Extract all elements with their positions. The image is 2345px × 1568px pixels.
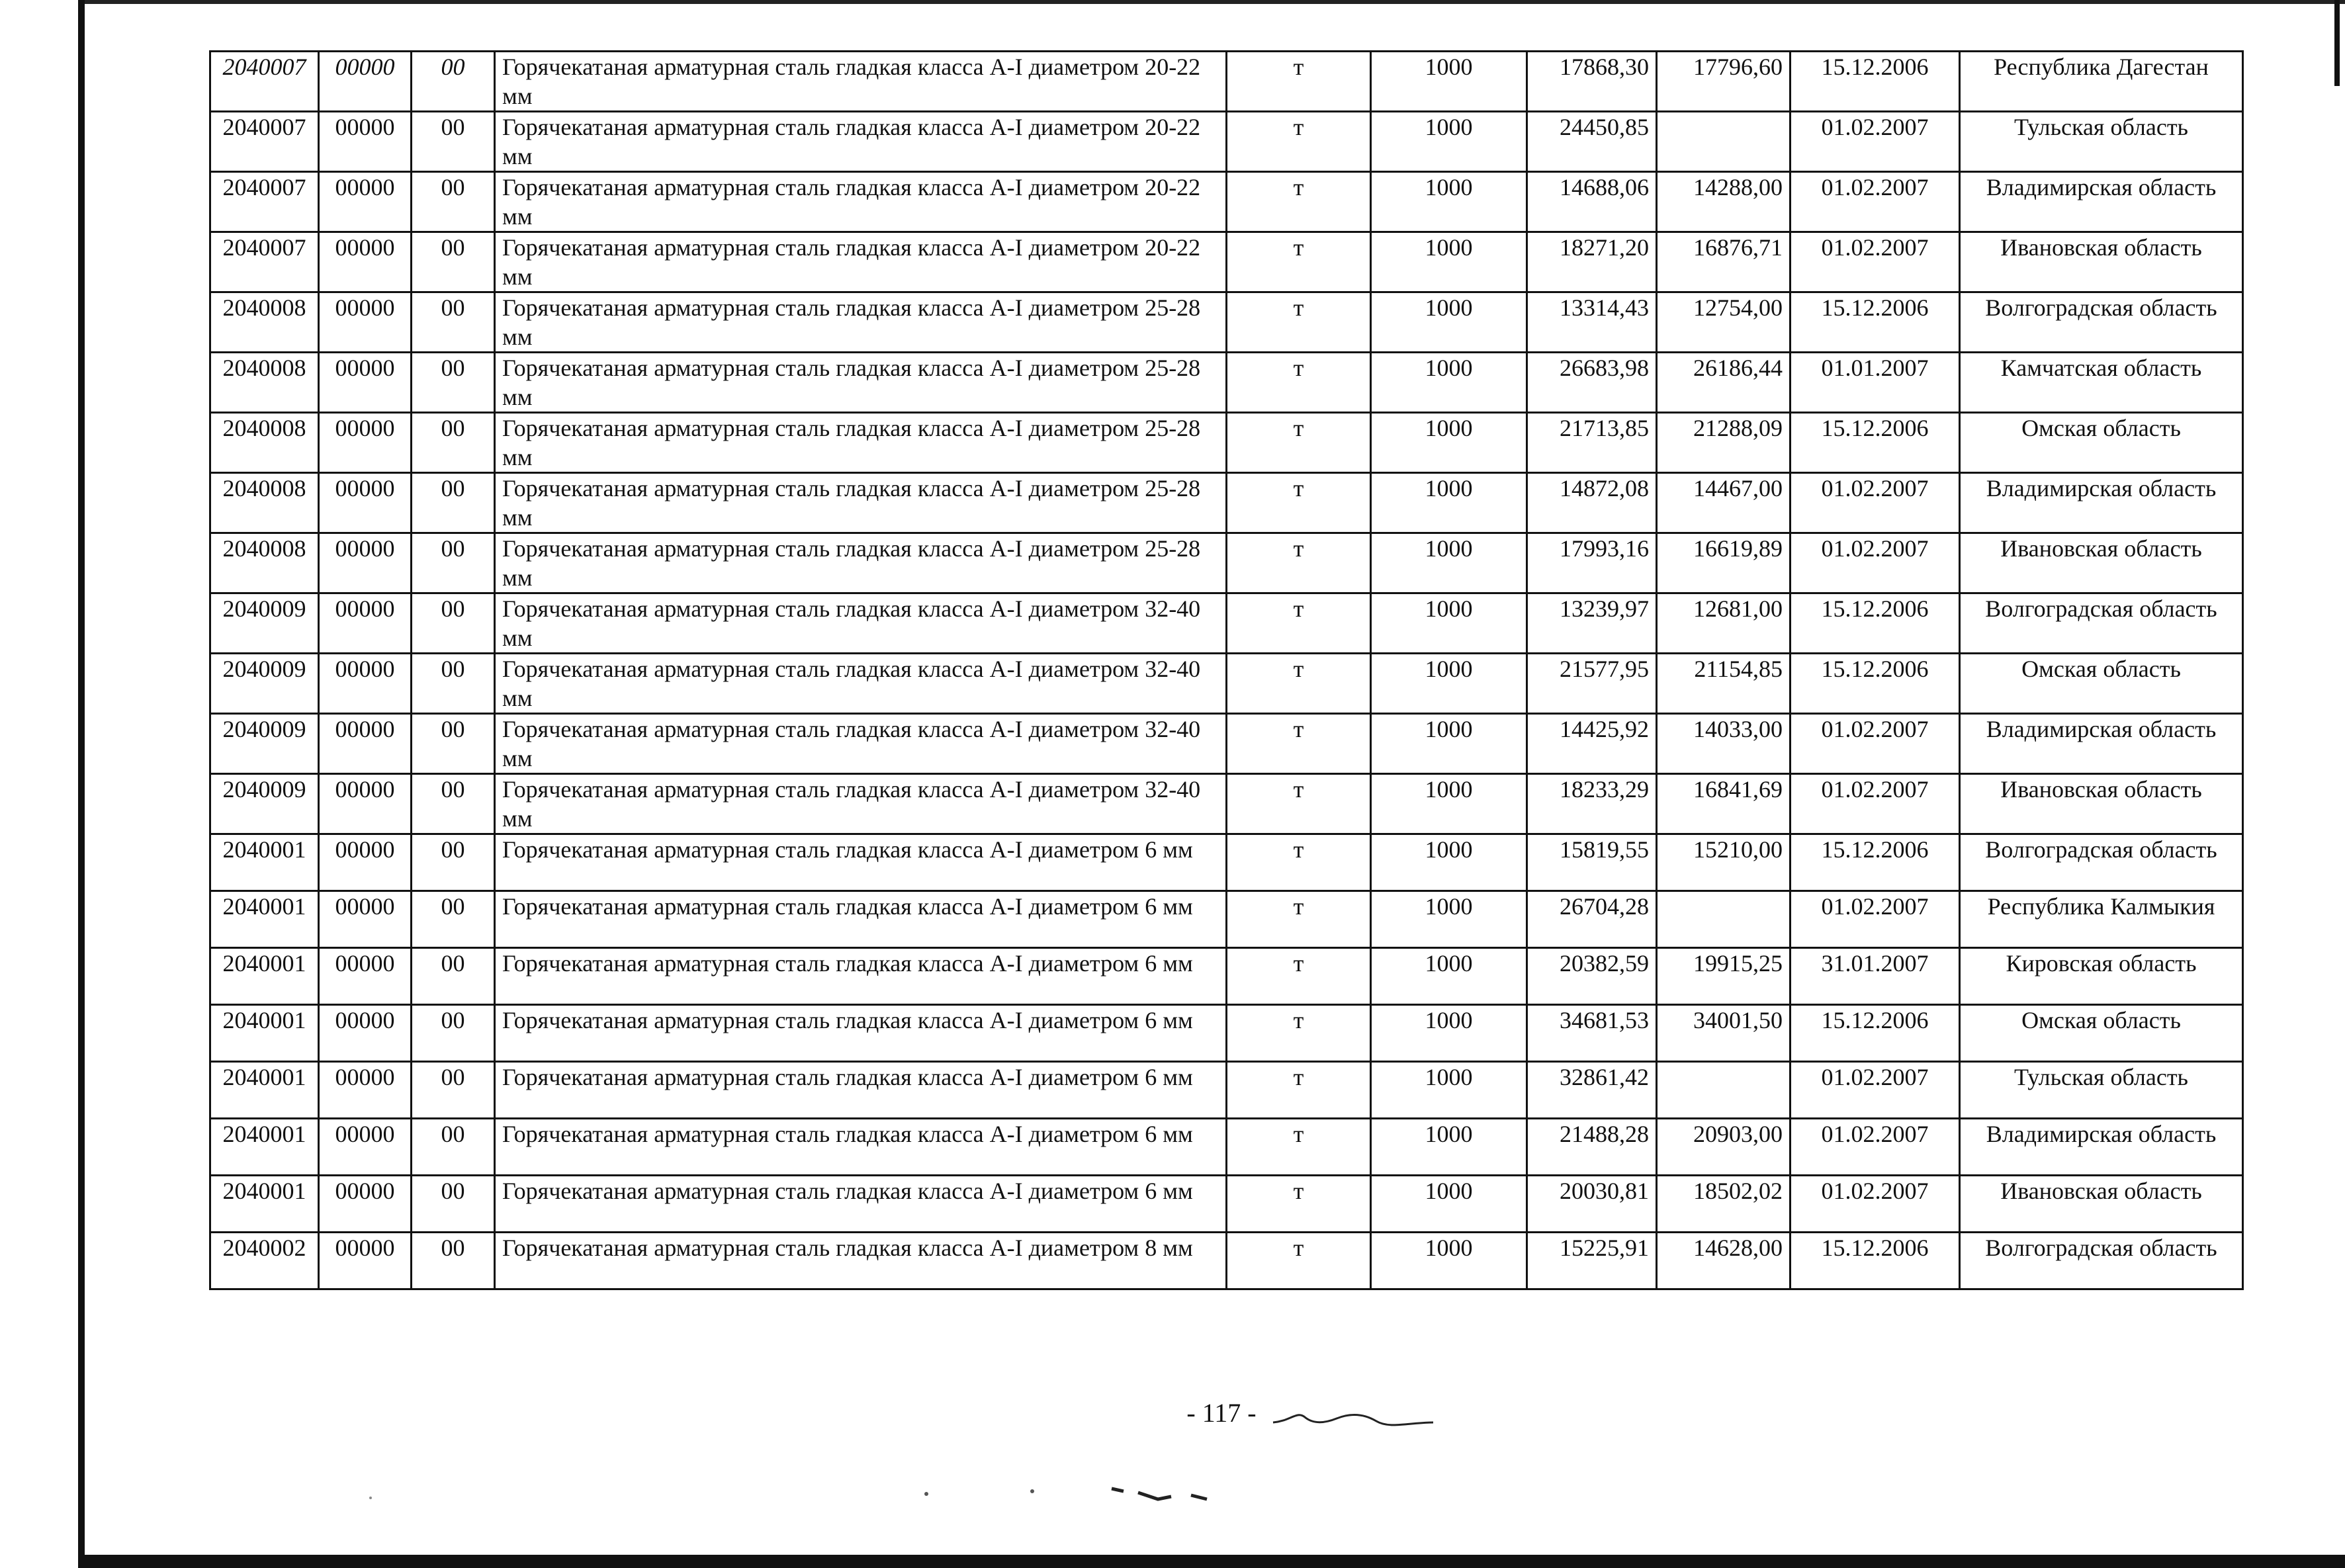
- price-without-vat: 34001,50: [1657, 1005, 1791, 1062]
- item-subcode: 00000: [319, 654, 412, 714]
- price-date: 01.02.2007: [1791, 1062, 1960, 1119]
- item-code: 2040008: [210, 413, 319, 473]
- price-without-vat: [1657, 891, 1791, 948]
- price-date: 01.02.2007: [1791, 714, 1960, 774]
- price-with-vat: 21577,95: [1527, 654, 1657, 714]
- price-without-vat: 14628,00: [1657, 1233, 1791, 1289]
- region-name: Ивановская область: [1960, 533, 2243, 593]
- table-row: [210, 1176, 2243, 1233]
- table-row: [210, 654, 2243, 714]
- price-date: 01.01.2007: [1791, 353, 1960, 413]
- item-code: 2040009: [210, 714, 319, 774]
- price-date: 15.12.2006: [1791, 593, 1960, 654]
- price-date: 15.12.2006: [1791, 654, 1960, 714]
- quantity: 1000: [1371, 714, 1527, 774]
- unit-of-measure: т: [1227, 593, 1371, 654]
- item-subcode-2: 00: [412, 52, 495, 112]
- price-without-vat: 16876,71: [1657, 232, 1791, 292]
- unit-of-measure: т: [1227, 1005, 1371, 1062]
- price-with-vat: 14688,06: [1527, 172, 1657, 232]
- region-name: Ивановская область: [1960, 774, 2243, 834]
- item-description: Горячекатаная арматурная сталь гладкая класса А-I диаметром 20-22 мм: [495, 172, 1227, 232]
- price-date: 01.02.2007: [1791, 774, 1960, 834]
- price-with-vat: 32861,42: [1527, 1062, 1657, 1119]
- quantity: 1000: [1371, 473, 1527, 533]
- item-description: Горячекатаная арматурная сталь гладкая класса А-I диаметром 20-22 мм: [495, 52, 1227, 112]
- table-row: [210, 891, 2243, 948]
- quantity: 1000: [1371, 413, 1527, 473]
- item-description: Горячекатаная арматурная сталь гладкая класса А-I диаметром 32-40 мм: [495, 654, 1227, 714]
- price-with-vat: 18271,20: [1527, 232, 1657, 292]
- item-subcode-2: 00: [412, 774, 495, 834]
- region-name: Омская область: [1960, 1005, 2243, 1062]
- item-subcode: 00000: [319, 112, 412, 172]
- item-subcode-2: 00: [412, 172, 495, 232]
- price-date: 01.02.2007: [1791, 232, 1960, 292]
- item-description: Горячекатаная арматурная сталь гладкая класса А-I диаметром 6 мм: [495, 1062, 1227, 1119]
- price-with-vat: 14425,92: [1527, 714, 1657, 774]
- item-subcode: 00000: [319, 413, 412, 473]
- quantity: 1000: [1371, 948, 1527, 1005]
- table-row: [210, 353, 2243, 413]
- item-subcode: 00000: [319, 353, 412, 413]
- unit-of-measure: т: [1227, 834, 1371, 891]
- item-subcode-2: 00: [412, 891, 495, 948]
- table-row: [210, 413, 2243, 473]
- table-row: [210, 1062, 2243, 1119]
- item-code: 2040001: [210, 948, 319, 1005]
- region-name: Волгоградская область: [1960, 593, 2243, 654]
- quantity: 1000: [1371, 292, 1527, 353]
- item-code: 2040007: [210, 232, 319, 292]
- table-row: [210, 232, 2243, 292]
- price-with-vat: 20030,81: [1527, 1176, 1657, 1233]
- region-name: Владимирская область: [1960, 1119, 2243, 1176]
- item-subcode-2: 00: [412, 533, 495, 593]
- region-name: Кировская область: [1960, 948, 2243, 1005]
- price-with-vat: 26683,98: [1527, 353, 1657, 413]
- unit-of-measure: т: [1227, 1119, 1371, 1176]
- table-row: [210, 1119, 2243, 1176]
- item-subcode-2: 00: [412, 1062, 495, 1119]
- price-date: 01.02.2007: [1791, 891, 1960, 948]
- item-description: Горячекатаная арматурная сталь гладкая класса А-I диаметром 32-40 мм: [495, 774, 1227, 834]
- item-description: Горячекатаная арматурная сталь гладкая класса А-I диаметром 6 мм: [495, 1119, 1227, 1176]
- item-code: 2040008: [210, 292, 319, 353]
- signature-scribble: [1270, 1408, 1436, 1426]
- item-code: 2040007: [210, 172, 319, 232]
- item-subcode: 00000: [319, 834, 412, 891]
- item-subcode-2: 00: [412, 834, 495, 891]
- region-name: Владимирская область: [1960, 172, 2243, 232]
- quantity: 1000: [1371, 52, 1527, 112]
- item-code: 2040007: [210, 112, 319, 172]
- price-date: 15.12.2006: [1791, 1005, 1960, 1062]
- item-description: Горячекатаная арматурная сталь гладкая класса А-I диаметром 25-28 мм: [495, 533, 1227, 593]
- item-subcode-2: 00: [412, 413, 495, 473]
- price-with-vat: 15225,91: [1527, 1233, 1657, 1289]
- price-date: 01.02.2007: [1791, 1176, 1960, 1233]
- item-description: Горячекатаная арматурная сталь гладкая класса А-I диаметром 6 мм: [495, 1176, 1227, 1233]
- item-subcode: 00000: [319, 1119, 412, 1176]
- price-with-vat: 21488,28: [1527, 1119, 1657, 1176]
- price-without-vat: 17796,60: [1657, 52, 1791, 112]
- item-subcode-2: 00: [412, 112, 495, 172]
- table-row: [210, 473, 2243, 533]
- price-date: 15.12.2006: [1791, 413, 1960, 473]
- unit-of-measure: т: [1227, 413, 1371, 473]
- item-subcode-2: 00: [412, 1233, 495, 1289]
- quantity: 1000: [1371, 891, 1527, 948]
- price-with-vat: 18233,29: [1527, 774, 1657, 834]
- region-name: Владимирская область: [1960, 473, 2243, 533]
- price-without-vat: 15210,00: [1657, 834, 1791, 891]
- price-without-vat: 14033,00: [1657, 714, 1791, 774]
- item-subcode: 00000: [319, 1005, 412, 1062]
- item-code: 2040001: [210, 1005, 319, 1062]
- unit-of-measure: т: [1227, 1233, 1371, 1289]
- price-without-vat: 16841,69: [1657, 774, 1791, 834]
- price-date: 15.12.2006: [1791, 1233, 1960, 1289]
- item-description: Горячекатаная арматурная сталь гладкая класса А-I диаметром 25-28 мм: [495, 292, 1227, 353]
- price-with-vat: 21713,85: [1527, 413, 1657, 473]
- unit-of-measure: т: [1227, 1062, 1371, 1119]
- item-subcode: 00000: [319, 1233, 412, 1289]
- unit-of-measure: т: [1227, 353, 1371, 413]
- region-name: Волгоградская область: [1960, 834, 2243, 891]
- unit-of-measure: т: [1227, 52, 1371, 112]
- price-date: 01.02.2007: [1791, 473, 1960, 533]
- price-date: 01.02.2007: [1791, 1119, 1960, 1176]
- price-without-vat: 16619,89: [1657, 533, 1791, 593]
- unit-of-measure: т: [1227, 774, 1371, 834]
- price-with-vat: 13314,43: [1527, 292, 1657, 353]
- price-without-vat: 18502,02: [1657, 1176, 1791, 1233]
- region-name: Ивановская область: [1960, 232, 2243, 292]
- unit-of-measure: т: [1227, 533, 1371, 593]
- item-subcode: 00000: [319, 172, 412, 232]
- table-row: [210, 1005, 2243, 1062]
- item-subcode-2: 00: [412, 353, 495, 413]
- table-row: [210, 834, 2243, 891]
- price-table: [209, 50, 2244, 1290]
- item-code: 2040009: [210, 593, 319, 654]
- price-without-vat: 12754,00: [1657, 292, 1791, 353]
- unit-of-measure: т: [1227, 112, 1371, 172]
- unit-of-measure: т: [1227, 1176, 1371, 1233]
- table-row: [210, 1233, 2243, 1289]
- price-with-vat: 17993,16: [1527, 533, 1657, 593]
- item-subcode: 00000: [319, 52, 412, 112]
- price-date: 15.12.2006: [1791, 52, 1960, 112]
- region-name: Волгоградская область: [1960, 292, 2243, 353]
- table-row: [210, 112, 2243, 172]
- item-subcode: 00000: [319, 774, 412, 834]
- item-subcode: 00000: [319, 473, 412, 533]
- item-description: Горячекатаная арматурная сталь гладкая класса А-I диаметром 32-40 мм: [495, 714, 1227, 774]
- quantity: 1000: [1371, 593, 1527, 654]
- item-code: 2040008: [210, 533, 319, 593]
- price-without-vat: 12681,00: [1657, 593, 1791, 654]
- item-code: 2040001: [210, 891, 319, 948]
- price-with-vat: 24450,85: [1527, 112, 1657, 172]
- price-date: 31.01.2007: [1791, 948, 1960, 1005]
- table-row: [210, 774, 2243, 834]
- item-description: Горячекатаная арматурная сталь гладкая класса А-I диаметром 20-22 мм: [495, 112, 1227, 172]
- table-row: [210, 292, 2243, 353]
- region-name: Камчатская область: [1960, 353, 2243, 413]
- item-subcode: 00000: [319, 714, 412, 774]
- item-description: Горячекатаная арматурная сталь гладкая класса А-I диаметром 25-28 мм: [495, 353, 1227, 413]
- item-description: Горячекатаная арматурная сталь гладкая класса А-I диаметром 20-22 мм: [495, 232, 1227, 292]
- region-name: Республика Дагестан: [1960, 52, 2243, 112]
- item-code: 2040001: [210, 1119, 319, 1176]
- item-description: Горячекатаная арматурная сталь гладкая класса А-I диаметром 25-28 мм: [495, 413, 1227, 473]
- region-name: Тульская область: [1960, 1062, 2243, 1119]
- region-name: Омская область: [1960, 654, 2243, 714]
- quantity: 1000: [1371, 1062, 1527, 1119]
- item-subcode: 00000: [319, 1176, 412, 1233]
- quantity: 1000: [1371, 654, 1527, 714]
- table-row: [210, 948, 2243, 1005]
- item-code: 2040002: [210, 1233, 319, 1289]
- item-subcode-2: 00: [412, 654, 495, 714]
- price-without-vat: 14288,00: [1657, 172, 1791, 232]
- item-subcode: 00000: [319, 891, 412, 948]
- scan-bottom-edge: [85, 1555, 2345, 1568]
- price-date: 01.02.2007: [1791, 533, 1960, 593]
- unit-of-measure: т: [1227, 473, 1371, 533]
- price-with-vat: 34681,53: [1527, 1005, 1657, 1062]
- item-subcode-2: 00: [412, 232, 495, 292]
- item-code: 2040001: [210, 1062, 319, 1119]
- item-subcode-2: 00: [412, 1176, 495, 1233]
- quantity: 1000: [1371, 232, 1527, 292]
- price-without-vat: 21154,85: [1657, 654, 1791, 714]
- quantity: 1000: [1371, 1176, 1527, 1233]
- item-subcode-2: 00: [412, 1005, 495, 1062]
- unit-of-measure: т: [1227, 232, 1371, 292]
- item-subcode: 00000: [319, 533, 412, 593]
- item-subcode: 00000: [319, 948, 412, 1005]
- unit-of-measure: т: [1227, 891, 1371, 948]
- price-date: 15.12.2006: [1791, 834, 1960, 891]
- price-without-vat: 21288,09: [1657, 413, 1791, 473]
- price-with-vat: 14872,08: [1527, 473, 1657, 533]
- price-without-vat: 26186,44: [1657, 353, 1791, 413]
- price-without-vat: 20903,00: [1657, 1119, 1791, 1176]
- region-name: Ивановская область: [1960, 1176, 2243, 1233]
- item-subcode-2: 00: [412, 292, 495, 353]
- region-name: Омская область: [1960, 413, 2243, 473]
- price-with-vat: 13239,97: [1527, 593, 1657, 654]
- price-with-vat: 20382,59: [1527, 948, 1657, 1005]
- quantity: 1000: [1371, 353, 1527, 413]
- item-subcode: 00000: [319, 1062, 412, 1119]
- quantity: 1000: [1371, 1119, 1527, 1176]
- table-row: [210, 714, 2243, 774]
- item-description: Горячекатаная арматурная сталь гладкая класса А-I диаметром 32-40 мм: [495, 593, 1227, 654]
- region-name: Республика Калмыкия: [1960, 891, 2243, 948]
- page-number: - 117 -: [1186, 1398, 1257, 1428]
- item-subcode-2: 00: [412, 473, 495, 533]
- item-subcode-2: 00: [412, 948, 495, 1005]
- quantity: 1000: [1371, 112, 1527, 172]
- item-code: 2040001: [210, 834, 319, 891]
- scan-top-edge: [85, 0, 2345, 15]
- item-code: 2040007: [210, 52, 319, 112]
- item-subcode-2: 00: [412, 593, 495, 654]
- item-description: Горячекатаная арматурная сталь гладкая класса А-I диаметром 6 мм: [495, 948, 1227, 1005]
- item-description: Горячекатаная арматурная сталь гладкая класса А-I диаметром 6 мм: [495, 834, 1227, 891]
- item-description: Горячекатаная арматурная сталь гладкая класса А-I диаметром 6 мм: [495, 891, 1227, 948]
- quantity: 1000: [1371, 774, 1527, 834]
- price-with-vat: 15819,55: [1527, 834, 1657, 891]
- price-table-body: [210, 52, 2243, 1289]
- unit-of-measure: т: [1227, 714, 1371, 774]
- price-without-vat: [1657, 112, 1791, 172]
- item-subcode-2: 00: [412, 714, 495, 774]
- price-date: 01.02.2007: [1791, 112, 1960, 172]
- quantity: 1000: [1371, 533, 1527, 593]
- item-subcode: 00000: [319, 232, 412, 292]
- item-subcode: 00000: [319, 292, 412, 353]
- item-description: Горячекатаная арматурная сталь гладкая класса А-I диаметром 25-28 мм: [495, 473, 1227, 533]
- item-description: Горячекатаная арматурная сталь гладкая класса А-I диаметром 6 мм: [495, 1005, 1227, 1062]
- price-without-vat: [1657, 1062, 1791, 1119]
- quantity: 1000: [1371, 1005, 1527, 1062]
- unit-of-measure: т: [1227, 172, 1371, 232]
- scan-artifacts: [199, 1475, 2051, 1515]
- item-description: Горячекатаная арматурная сталь гладкая класса А-I диаметром 8 мм: [495, 1233, 1227, 1289]
- quantity: 1000: [1371, 834, 1527, 891]
- price-with-vat: 26704,28: [1527, 891, 1657, 948]
- price-date: 01.02.2007: [1791, 172, 1960, 232]
- item-code: 2040008: [210, 473, 319, 533]
- price-date: 15.12.2006: [1791, 292, 1960, 353]
- item-code: 2040008: [210, 353, 319, 413]
- table-row: [210, 52, 2243, 112]
- item-code: 2040009: [210, 774, 319, 834]
- region-name: Тульская область: [1960, 112, 2243, 172]
- item-subcode-2: 00: [412, 1119, 495, 1176]
- price-without-vat: 14467,00: [1657, 473, 1791, 533]
- item-subcode: 00000: [319, 593, 412, 654]
- price-without-vat: 19915,25: [1657, 948, 1791, 1005]
- unit-of-measure: т: [1227, 292, 1371, 353]
- unit-of-measure: т: [1227, 948, 1371, 1005]
- price-with-vat: 17868,30: [1527, 52, 1657, 112]
- quantity: 1000: [1371, 172, 1527, 232]
- region-name: Владимирская область: [1960, 714, 2243, 774]
- table-row: [210, 593, 2243, 654]
- item-code: 2040009: [210, 654, 319, 714]
- scan-left-edge: [0, 0, 94, 1568]
- scan-right-edge: [2330, 0, 2345, 1568]
- quantity: 1000: [1371, 1233, 1527, 1289]
- table-row: [210, 533, 2243, 593]
- region-name: Волгоградская область: [1960, 1233, 2243, 1289]
- unit-of-measure: т: [1227, 654, 1371, 714]
- item-code: 2040001: [210, 1176, 319, 1233]
- table-row: [210, 172, 2243, 232]
